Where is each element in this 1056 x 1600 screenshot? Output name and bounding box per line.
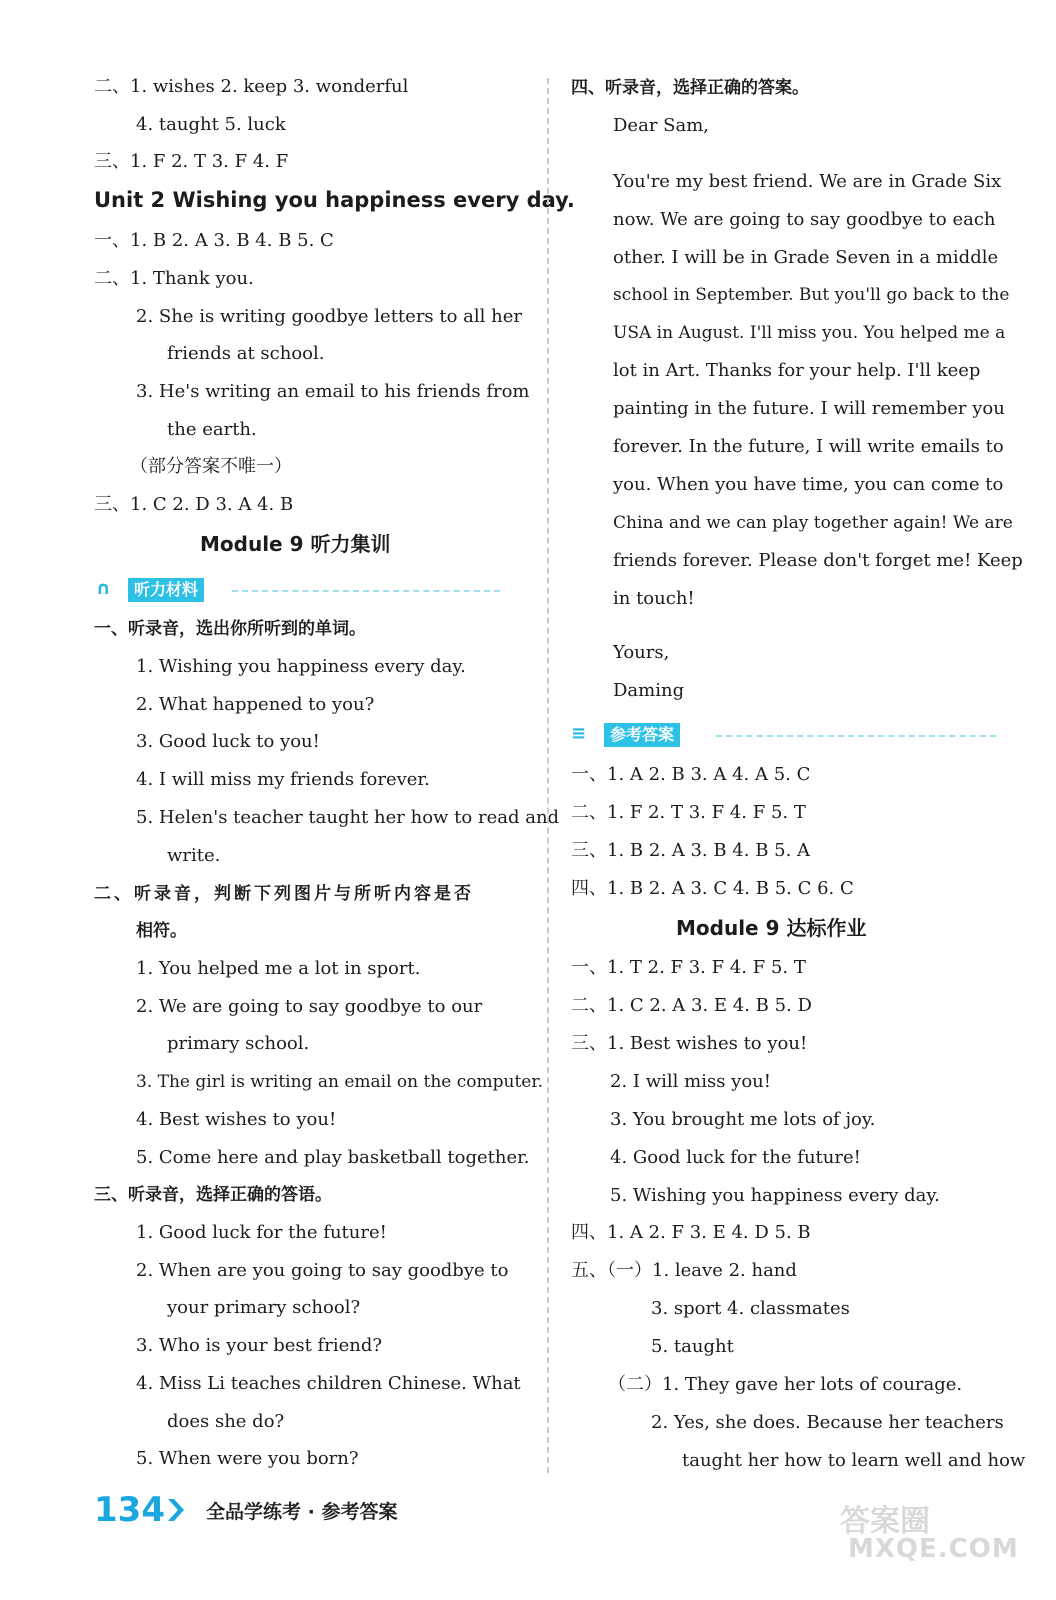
letter-line: USA in August. I'll miss you. You helped me a xyxy=(613,323,1006,343)
letter-line: lot in Art. Thanks for your help. I'll keep xyxy=(613,360,981,381)
answer-line: 二、1. wishes 2. keep 3. wonderful xyxy=(94,76,409,97)
section-heading: 二、听录音，判断下列图片与所听内容是否 xyxy=(94,884,474,904)
letter-line: forever. In the future, I will write emails to xyxy=(613,436,1004,457)
answer-line: 4. taught 5. luck xyxy=(136,114,286,135)
answer-line: the earth. xyxy=(167,419,257,440)
list-item: 5. Come here and play basketball together. xyxy=(136,1147,530,1168)
section-heading: 相符。 xyxy=(136,921,187,941)
letter-line: friends forever. Please don't forget me! Keep xyxy=(613,550,1023,571)
watermark-logo: 答案圈 xyxy=(840,1504,930,1539)
list-item: does she do? xyxy=(167,1411,285,1432)
list-item: 1. Good luck for the future! xyxy=(136,1222,387,1243)
answer-line: （二）1. They gave her lots of courage. xyxy=(608,1374,963,1395)
module-title: Module 9 达标作业 xyxy=(676,916,867,940)
column-divider xyxy=(547,78,549,1473)
letter-line: you. When you have time, you can come to xyxy=(613,474,1004,495)
list-item: 5. Helen's teacher taught her how to read and xyxy=(136,807,560,828)
answer-line: 一、1. A 2. B 3. A 4. A 5. C xyxy=(571,764,811,785)
letter-line: You're my best friend. We are in Grade Six xyxy=(613,171,1002,192)
list-lines-icon: ≡ xyxy=(571,723,587,744)
list-item: 3. Good luck to you! xyxy=(136,731,320,752)
section-tag: 参考答案 xyxy=(604,723,680,747)
letter-line: other. I will be in Grade Seven in a middle xyxy=(613,247,999,268)
letter-closing: Yours, xyxy=(613,642,670,663)
answer-line: 2. I will miss you! xyxy=(610,1071,771,1092)
section-heading: 三、听录音，选择正确的答语。 xyxy=(94,1185,332,1205)
letter-line: school in September. But you'll go back to the xyxy=(613,285,1010,305)
answer-line: 二、1. Thank you. xyxy=(94,268,254,289)
module-title: Module 9 听力集训 xyxy=(200,532,391,556)
answer-line: 二、1. C 2. A 3. E 4. B 5. D xyxy=(571,995,812,1016)
answer-line: 三、1. F 2. T 3. F 4. F xyxy=(94,151,289,172)
letter-signature: Daming xyxy=(613,680,685,701)
answer-line: 4. Good luck for the future! xyxy=(610,1147,861,1168)
unit-title: Unit 2 Wishing you happiness every day. xyxy=(94,188,575,212)
list-item: 5. When were you born? xyxy=(136,1448,359,1469)
list-item: 4. Best wishes to you! xyxy=(136,1109,337,1130)
letter-line: painting in the future. I will remember you xyxy=(613,398,1005,419)
answer-line: 2. Yes, she does. Because her teachers xyxy=(651,1412,1004,1433)
answer-line: 2. She is writing goodbye letters to all her xyxy=(136,306,522,327)
section-tag: 听力材料 xyxy=(128,578,204,602)
answer-line: 二、1. F 2. T 3. F 4. F 5. T xyxy=(571,802,806,823)
answer-line: 5. taught xyxy=(651,1336,734,1357)
tag-divider xyxy=(232,590,500,592)
list-item: 2. We are going to say goodbye to our xyxy=(136,996,483,1017)
page-number: 134 xyxy=(94,1490,165,1530)
letter-line: now. We are going to say goodbye to each xyxy=(613,209,996,230)
answer-line: 三、1. Best wishes to you! xyxy=(571,1033,808,1054)
chevron-icon xyxy=(166,1497,188,1523)
tag-divider xyxy=(716,735,996,737)
answer-line: 一、1. B 2. A 3. B 4. B 5. C xyxy=(94,230,334,251)
book-title: 全品学练考 · 参考答案 xyxy=(206,1501,398,1523)
list-item: 3. The girl is writing an email on the computer. xyxy=(136,1072,544,1092)
letter-greeting: Dear Sam, xyxy=(613,115,709,136)
list-item: 1. You helped me a lot in sport. xyxy=(136,958,421,979)
answer-line: 3. sport 4. classmates xyxy=(651,1298,850,1319)
list-item: your primary school? xyxy=(167,1297,361,1318)
list-item: 1. Wishing you happiness every day. xyxy=(136,656,466,677)
answer-line: friends at school. xyxy=(167,343,325,364)
answer-line: taught her how to learn well and how xyxy=(682,1450,1026,1471)
answer-line: 五、（一）1. leave 2. hand xyxy=(571,1260,797,1281)
answer-line: 5. Wishing you happiness every day. xyxy=(610,1185,940,1206)
list-item: 2. When are you going to say goodbye to xyxy=(136,1260,509,1281)
letter-line: in touch! xyxy=(613,588,695,609)
answer-line: 四、1. A 2. F 3. E 4. D 5. B xyxy=(571,1222,811,1243)
answer-line: 一、1. T 2. F 3. F 4. F 5. T xyxy=(571,957,806,978)
note-text: （部分答案不唯一） xyxy=(130,456,292,477)
answer-line: 3. You brought me lots of joy. xyxy=(610,1109,876,1130)
list-item: 4. I will miss my friends forever. xyxy=(136,769,430,790)
watermark-url: MXQE.COM xyxy=(848,1534,1019,1564)
answer-line: 三、1. B 2. A 3. B 4. B 5. A xyxy=(571,840,811,861)
answer-line: 四、1. B 2. A 3. C 4. B 5. C 6. C xyxy=(571,878,854,899)
answer-line: 三、1. C 2. D 3. A 4. B xyxy=(94,494,294,515)
list-item: primary school. xyxy=(167,1033,310,1054)
list-item: 3. Who is your best friend? xyxy=(136,1335,382,1356)
list-item: 2. What happened to you? xyxy=(136,694,375,715)
list-item: write. xyxy=(167,845,221,866)
section-heading: 四、听录音，选择正确的答案。 xyxy=(571,78,809,98)
list-item: 4. Miss Li teaches children Chinese. What xyxy=(136,1373,521,1394)
section-heading: 一、听录音，选出你所听到的单词。 xyxy=(94,619,366,639)
headphones-icon: ∩ xyxy=(96,578,111,599)
answer-line: 3. He's writing an email to his friends from xyxy=(136,381,530,402)
letter-line: China and we can play together again! We are xyxy=(613,513,1013,533)
